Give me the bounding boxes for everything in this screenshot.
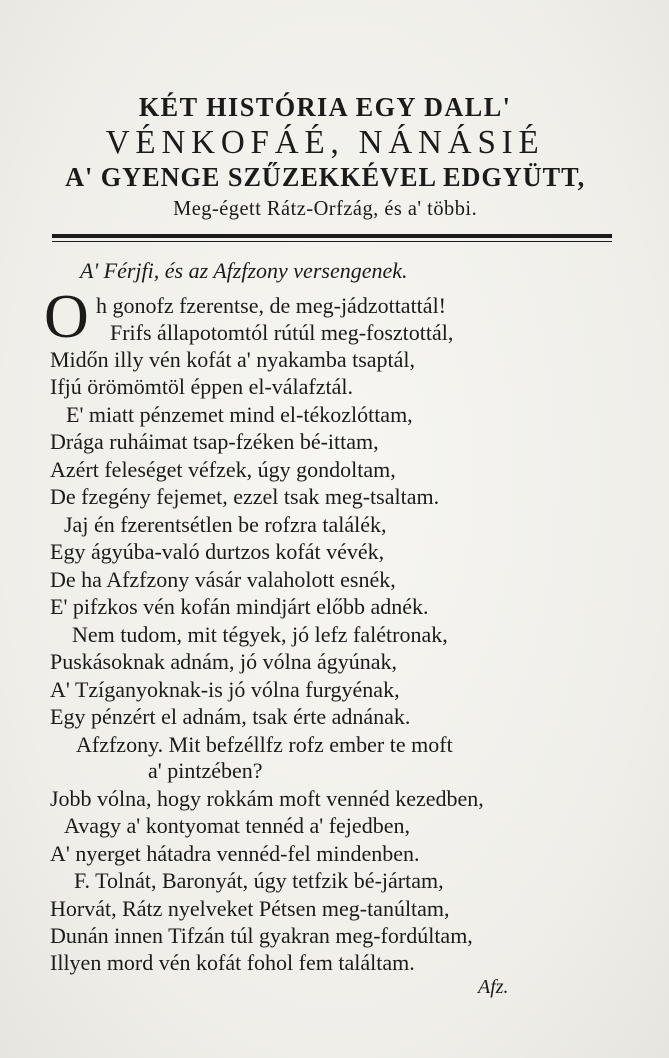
verse-line: A' nyerget hátadra vennéd-fel mindenben. bbox=[50, 841, 420, 866]
verse-line: Horvát, Rátz nyelveket Pétsen meg-tanúltam, bbox=[50, 896, 450, 921]
title-line-4: Meg-égett Rátz-Orfzág, és a' többi. bbox=[173, 196, 478, 220]
verse-line: De ha Afzfzony vásár valaholott esnék, bbox=[50, 567, 396, 592]
title-rule-thick bbox=[52, 234, 612, 238]
verse-line: Dunán innen Tifzán túl gyakran meg-fordúltam, bbox=[50, 923, 473, 948]
verse-line: Frifs állapotomtól rútúl meg-fosztottál, bbox=[110, 320, 454, 345]
verse-line: Azért feleséget véfzek, úgy gondoltam, bbox=[50, 457, 396, 482]
title-line-2: VÉNKOFÁÉ, NÁNÁSIÉ bbox=[105, 124, 545, 161]
verse-line: Egy pénzért el adnám, tsak érte adnának. bbox=[50, 704, 411, 729]
verse-line: Drága ruháimat tsap-fzéken bé-ittam, bbox=[50, 429, 379, 454]
verse-line: De fzegény fejemet, ezzel tsak meg-tsaltam. bbox=[50, 484, 440, 509]
verse-line: Afzfzony. Mit befzéllfz rofz ember te moft bbox=[76, 732, 453, 757]
drop-cap: O bbox=[44, 283, 89, 351]
verse-line: Puskásoknak adnám, jó vólna ágyúnak, bbox=[50, 649, 398, 674]
verse-line: a' pintzében? bbox=[148, 758, 263, 783]
verse-line: Avagy a' kontyomat tennéd a' fejedben, bbox=[64, 813, 410, 838]
verse-line: F. Tolnát, Baronyát, úgy tetfzik bé-jártam, bbox=[74, 868, 444, 893]
title-rule-thin bbox=[52, 241, 612, 242]
verse-line: Nem tudom, mit tégyek, jó lefz falétronak, bbox=[72, 622, 448, 647]
verse-line: Jobb vólna, hogy rokkám moft vennéd kezedben, bbox=[50, 786, 484, 811]
verse-line: Illyen mord vén kofát fohol fem találtam. bbox=[50, 950, 415, 975]
section-heading: A' Férjfi, és az Afzfzony versengenek. bbox=[80, 258, 408, 283]
verse-line: Jaj én fzerentsétlen be rofzra találék, bbox=[64, 512, 387, 537]
verse-line: Ifjú örömömtöl éppen el-válafztál. bbox=[50, 374, 353, 399]
verse-line: Egy ágyúba-való durtzos kofát vévék, bbox=[50, 539, 385, 564]
verse-line: A' Tzíganyoknak-is jó vólna furgyénak, bbox=[50, 677, 400, 702]
verse-line: E' miatt pénzemet mind el-tékozlóttam, bbox=[66, 402, 413, 427]
verse-line: Midőn illy vén kofát a' nyakamba tsaptál, bbox=[50, 347, 416, 372]
verse-line: E' pifzkos vén kofán mindjárt előbb adnék. bbox=[50, 594, 429, 619]
title-line-1: KÉT HISTÓRIA EGY DALL' bbox=[138, 92, 512, 122]
title-line-3: A' GYENGE SZŰZEKKÉVEL EDGYÜTT, bbox=[65, 162, 586, 192]
verse-line: h gonofz fzerentse, de meg-jádzottattál! bbox=[96, 293, 447, 318]
catchword: Afz. bbox=[478, 976, 509, 998]
